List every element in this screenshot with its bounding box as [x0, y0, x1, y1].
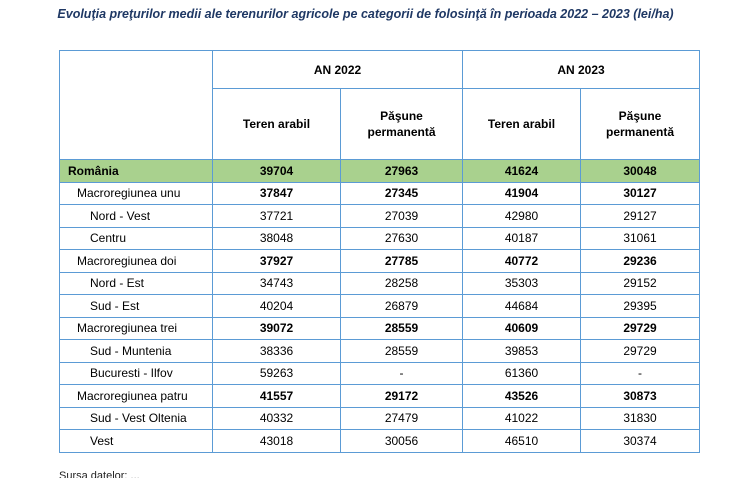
header-row-years: [60, 51, 700, 89]
table-row-region: [60, 205, 700, 228]
value-pasture-2022: 30056: [341, 430, 463, 453]
value-arable-2023: 40187: [463, 227, 581, 250]
table-row-region: [60, 295, 700, 318]
row-name: Macroregiunea doi: [60, 250, 213, 273]
source-note: Sursa datelor: ...: [59, 470, 140, 478]
value-arable-2023: 35303: [463, 272, 581, 295]
value-pasture-2023: 29729: [581, 340, 700, 363]
value-pasture-2023: 30374: [581, 430, 700, 453]
row-name: Macroregiunea patru: [60, 385, 213, 408]
value-arable-2023: 43526: [463, 385, 581, 408]
value-pasture-2022: 27345: [341, 182, 463, 205]
value-arable-2022: 37847: [213, 182, 341, 205]
value-arable-2022: 40332: [213, 407, 341, 430]
row-name: Nord - Vest: [60, 205, 213, 228]
value-arable-2022: 37927: [213, 250, 341, 273]
value-pasture-2023: 31061: [581, 227, 700, 250]
value-arable-2022: 38336: [213, 340, 341, 363]
header-pasture-2022: [341, 89, 463, 160]
value-pasture-2022: 29172: [341, 385, 463, 408]
value-arable-2022: 38048: [213, 227, 341, 250]
value-arable-2023: 39853: [463, 340, 581, 363]
row-name: Centru: [60, 227, 213, 250]
table-row-region: [60, 227, 700, 250]
value-arable-2022: 40204: [213, 295, 341, 318]
header-pasture-2023: [581, 89, 700, 160]
header-year-2023: AN 2023: [463, 51, 700, 89]
value-pasture-2022: 27479: [341, 407, 463, 430]
value-arable-2022: 37721: [213, 205, 341, 228]
value-pasture-2022: 27785: [341, 250, 463, 273]
header-region-cell: [60, 51, 213, 160]
row-name: Sud - Est: [60, 295, 213, 318]
value-pasture-2022: 27630: [341, 227, 463, 250]
table-row-region: [60, 362, 700, 385]
value-arable-2023: 61360: [463, 362, 581, 385]
value-pasture-2023: 29729: [581, 317, 700, 340]
row-name: Bucuresti - Ilfov: [60, 362, 213, 385]
value-pasture-2023: 30127: [581, 182, 700, 205]
value-arable-2022: 39072: [213, 317, 341, 340]
header-year-2022: AN 2022: [213, 51, 463, 89]
value-pasture-2023: 30873: [581, 385, 700, 408]
value-pasture-2022: -: [341, 362, 463, 385]
header-pasture-line1: Păşune: [618, 109, 662, 123]
value-pasture-2022: 27963: [341, 160, 463, 183]
row-name: Vest: [60, 430, 213, 453]
row-name: Macroregiunea trei: [60, 317, 213, 340]
table-row-region: [60, 340, 700, 363]
value-arable-2023: 40609: [463, 317, 581, 340]
value-arable-2023: 41022: [463, 407, 581, 430]
value-pasture-2023: 30048: [581, 160, 700, 183]
value-pasture-2022: 28258: [341, 272, 463, 295]
value-arable-2023: 41904: [463, 182, 581, 205]
value-arable-2023: 40772: [463, 250, 581, 273]
header-arable-2022: Teren arabil: [213, 89, 341, 160]
prices-table: [59, 50, 700, 453]
header-pasture-line2: permanentă: [367, 125, 436, 139]
table-row-region: [60, 430, 700, 453]
value-arable-2023: 46510: [463, 430, 581, 453]
value-pasture-2023: -: [581, 362, 700, 385]
value-arable-2023: 44684: [463, 295, 581, 318]
row-name: Sud - Muntenia: [60, 340, 213, 363]
value-arable-2022: 43018: [213, 430, 341, 453]
table-title: Evoluţia preţurilor medii ale terenurilor agricole pe categorii de folosinţă în perioada 2022 – 2023 (lei/ha): [57, 7, 674, 21]
value-pasture-2023: 29152: [581, 272, 700, 295]
value-pasture-2022: 26879: [341, 295, 463, 318]
value-pasture-2023: 29127: [581, 205, 700, 228]
header-pasture-line2: permanentă: [605, 125, 675, 139]
value-pasture-2022: 27039: [341, 205, 463, 228]
value-pasture-2023: 31830: [581, 407, 700, 430]
value-arable-2022: 39704: [213, 160, 341, 183]
value-arable-2023: 41624: [463, 160, 581, 183]
value-arable-2022: 41557: [213, 385, 341, 408]
row-name: Sud - Vest Oltenia: [60, 407, 213, 430]
value-arable-2023: 42980: [463, 205, 581, 228]
table-row-region: [60, 407, 700, 430]
row-name: Nord - Est: [60, 272, 213, 295]
header-arable-2023: Teren arabil: [463, 89, 581, 160]
row-name: Macroregiunea unu: [60, 182, 213, 205]
table-row-macroregion: [60, 250, 700, 273]
value-pasture-2023: 29395: [581, 295, 700, 318]
table-row-macroregion: [60, 182, 700, 205]
row-name: România: [60, 160, 213, 183]
table-row-total: [60, 160, 700, 183]
value-arable-2022: 34743: [213, 272, 341, 295]
table-row-macroregion: [60, 317, 700, 340]
table-row-region: [60, 272, 700, 295]
value-pasture-2023: 29236: [581, 250, 700, 273]
value-pasture-2022: 28559: [341, 317, 463, 340]
header-pasture-line1: Păşune: [380, 109, 423, 123]
value-pasture-2022: 28559: [341, 340, 463, 363]
table-row-macroregion: [60, 385, 700, 408]
value-arable-2022: 59263: [213, 362, 341, 385]
